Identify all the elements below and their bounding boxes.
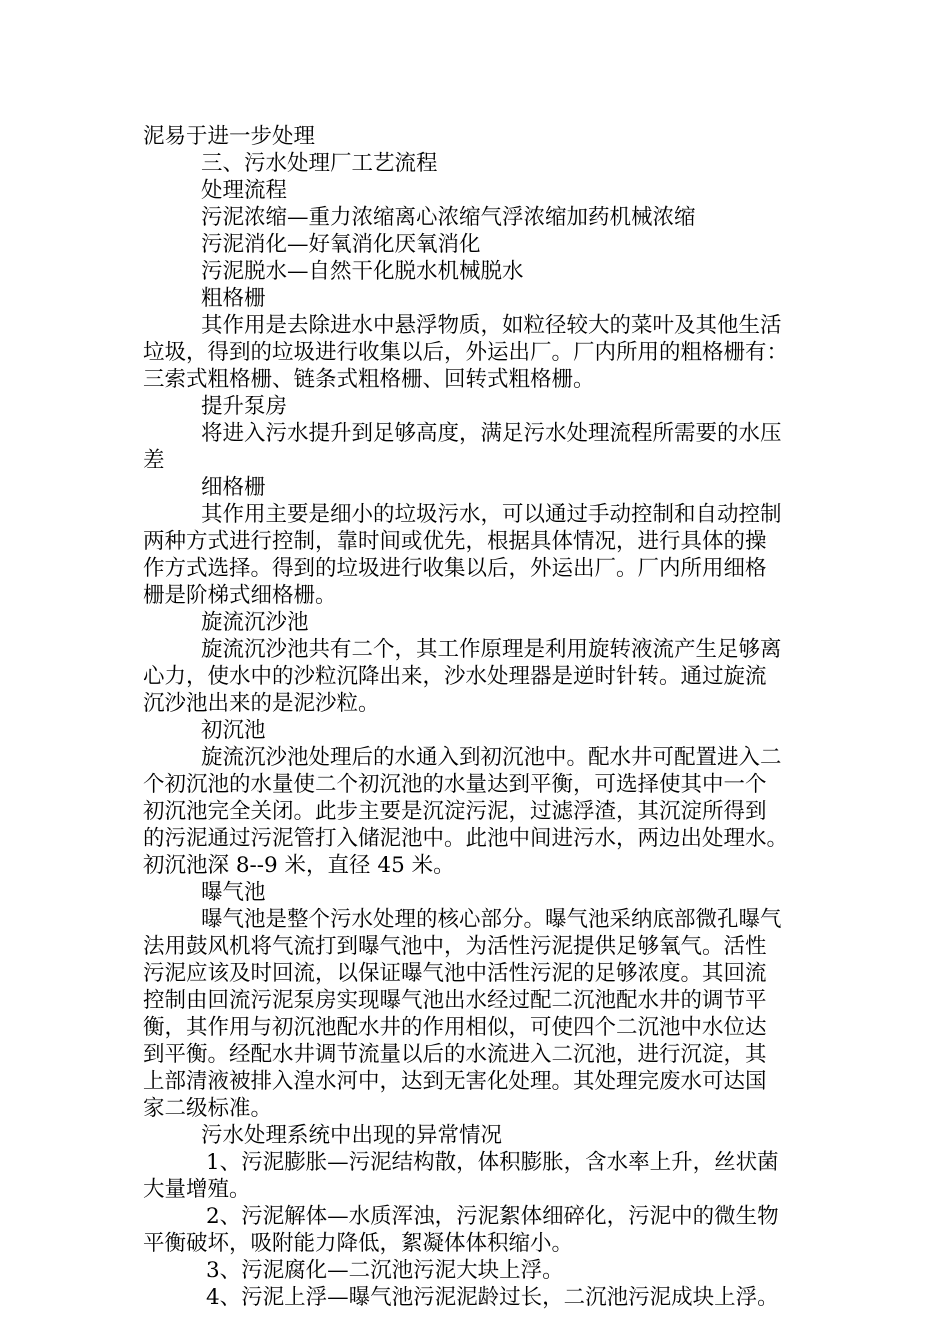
- text-line: 旋流沉沙池处理后的水通入到初沉池中。配水井可配置进入二: [201, 745, 782, 770]
- text-line: 沉沙池出来的是泥沙粒。: [143, 691, 380, 716]
- document-body: [143, 123, 823, 1311]
- text-line: 处理流程: [201, 178, 288, 203]
- text-line: 旋流沉沙池共有二个，其工作原理是利用旋转液流产生足够离: [201, 637, 782, 662]
- text-line: 法用鼓风机将气流打到曝气池中，为活性污泥提供足够氧气。活性: [143, 934, 767, 959]
- text-line: 其作用主要是细小的垃圾污水，可以通过手动控制和自动控制: [201, 502, 782, 527]
- text-line: 旋流沉沙池: [201, 610, 309, 635]
- text-line: 到平衡。经配水井调节流量以后的水流进入二沉池，进行沉淀，其: [143, 1042, 767, 1067]
- text-line: 初沉池: [201, 718, 266, 743]
- text-line: 栅是阶梯式细格栅。: [143, 583, 337, 608]
- text-line: 提升泵房: [201, 394, 288, 419]
- text-line: 污水处理系统中出现的异常情况: [201, 1123, 503, 1148]
- text-line: 上部清液被排入湟水河中，达到无害化处理。其处理完废水可达国: [143, 1069, 767, 1094]
- text-line: 大量增殖。: [143, 1177, 251, 1202]
- text-line: 差: [143, 448, 165, 473]
- text-line: 心力，使水中的沙粒沉降出来，沙水处理器是逆时针转。通过旋流: [143, 664, 767, 689]
- text-line: 4、污泥上浮—曝气池污泥泥龄过长，二沉池污泥成块上浮。: [206, 1285, 779, 1310]
- text-line: 控制由回流污泥泵房实现曝气池出水经过配二沉池配水井的调节平: [143, 988, 767, 1013]
- text-line: 细格栅: [201, 475, 266, 500]
- text-line: 作方式选择。得到的垃圾进行收集以后，外运出厂。厂内所用细格: [143, 556, 767, 581]
- text-line: 曝气池: [201, 880, 266, 905]
- text-line: 污泥浓缩—重力浓缩离心浓缩气浮浓缩加药机械浓缩: [201, 205, 696, 230]
- text-line: 曝气池是整个污水处理的核心部分。曝气池采纳底部微孔曝气: [201, 907, 782, 932]
- text-line: 三、污水处理厂工艺流程: [201, 151, 438, 176]
- text-line: 污泥应该及时回流，以保证曝气池中活性污泥的足够浓度。其回流: [143, 961, 767, 986]
- text-line: 3、污泥腐化—二沉池污泥大块上浮。: [206, 1258, 564, 1283]
- text-line: 其作用是去除进水中悬浮物质，如粒径较大的菜叶及其他生活: [201, 313, 782, 338]
- text-line: 垃圾，得到的垃圾进行收集以后，外运出厂。厂内所用的粗格栅有：: [143, 340, 789, 365]
- text-line: 平衡破坏，吸附能力降低，絮凝体体积缩小。: [143, 1231, 574, 1256]
- text-line: 将进入污水提升到足够高度，满足污水处理流程所需要的水压: [201, 421, 782, 446]
- text-line: 两种方式进行控制，靠时间或优先，根据具体情况，进行具体的操: [143, 529, 767, 554]
- text-line: 三索式粗格栅、链条式粗格栅、回转式粗格栅。: [143, 367, 595, 392]
- text-line: 1、污泥膨胀—污泥结构散，体积膨胀，含水率上升，丝状菌: [206, 1150, 779, 1175]
- text-line: 污泥脱水—自然干化脱水机械脱水: [201, 259, 524, 284]
- text-line: 初沉池完全关闭。此步主要是沉淀污泥，过滤浮渣，其沉淀所得到: [143, 799, 767, 824]
- text-line: 衡，其作用与初沉池配水井的作用相似，可使四个二沉池中水位达: [143, 1015, 767, 1040]
- text-line: 泥易于进一步处理: [143, 124, 316, 149]
- text-line: 的污泥通过污泥管打入储泥池中。此池中间进污水，两边出处理水。: [143, 826, 789, 851]
- text-line: 粗格栅: [201, 286, 266, 311]
- text-line: 家二级标准。: [143, 1096, 273, 1121]
- text-line: 2、污泥解体—水质浑浊，污泥絮体细碎化，污泥中的微生物: [206, 1204, 779, 1229]
- text-line: 污泥消化—好氧消化厌氧消化: [201, 232, 481, 257]
- text-line: 个初沉池的水量使二个初沉池的水量达到平衡，可选择使其中一个: [143, 772, 767, 797]
- text-line: 初沉池深 8--9 米，直径 45 米。: [143, 853, 455, 878]
